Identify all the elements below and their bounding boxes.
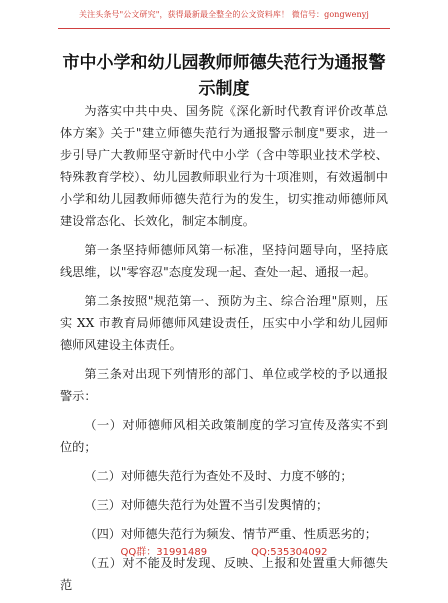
footer [0, 543, 448, 558]
footer-qq-group: QQ群：31991489 [120, 547, 208, 558]
list-item-2: （二）对师德失范行为查处不及时、力度不够的； [84, 469, 353, 483]
paragraph-intro: 为落实中共中央、国务院《深化新时代教育评价改革总体方案》关于"建立师德失范行为通报警示制度"要求，进一步引导广大教师坚守新时代中小学（含中等职业技术学校、特殊教育学校）、幼儿园教师职业行为十项准则，有效遏制中小学和幼儿园教师师德失范行为的发生，切实推动师德师风建设常态化、长效化，制定本制度。 [60, 104, 388, 228]
document-title: 市中小学和幼儿园教师师德失范行为通报警示制度 [62, 53, 386, 99]
paragraph-article-3: 第三条对出现下列情形的部门、单位或学校的予以通报警示： [60, 367, 388, 403]
document-body [60, 100, 388, 603]
header-divider [58, 28, 390, 29]
list-item-5: （五）对不能及时发现、反映、上报和处置重大师德失范 [60, 556, 388, 592]
list-item-4: （四）对师德失范行为频发、情节严重、性质恶劣的； [84, 527, 377, 541]
list-item-1: （一）对师德师风相关政策制度的学习宣传及落实不到位的； [60, 418, 388, 454]
paragraph-article-1: 第一条坚持师德师风第一标准，坚持问题导向，坚持底线思维，以"零容忍"态度发现一起、查处一起、通报一起。 [60, 243, 388, 279]
footer-qq-number: QQ:535304092 [251, 547, 328, 558]
paragraph-article-2: 第二条按照"规范第一、预防为主、综合治理"原则，压实 XX 市教育局师德师风建设责任，压实中小学和幼儿园师德师风建设主体责任。 [60, 294, 388, 352]
list-item-3: （三）对师德失范行为处置不当引发舆情的； [84, 498, 329, 512]
header-banner: 关注头条号"公文研究"，获得最新最全整全的公文资料库！ 微信号：gongwenyj [79, 10, 369, 19]
